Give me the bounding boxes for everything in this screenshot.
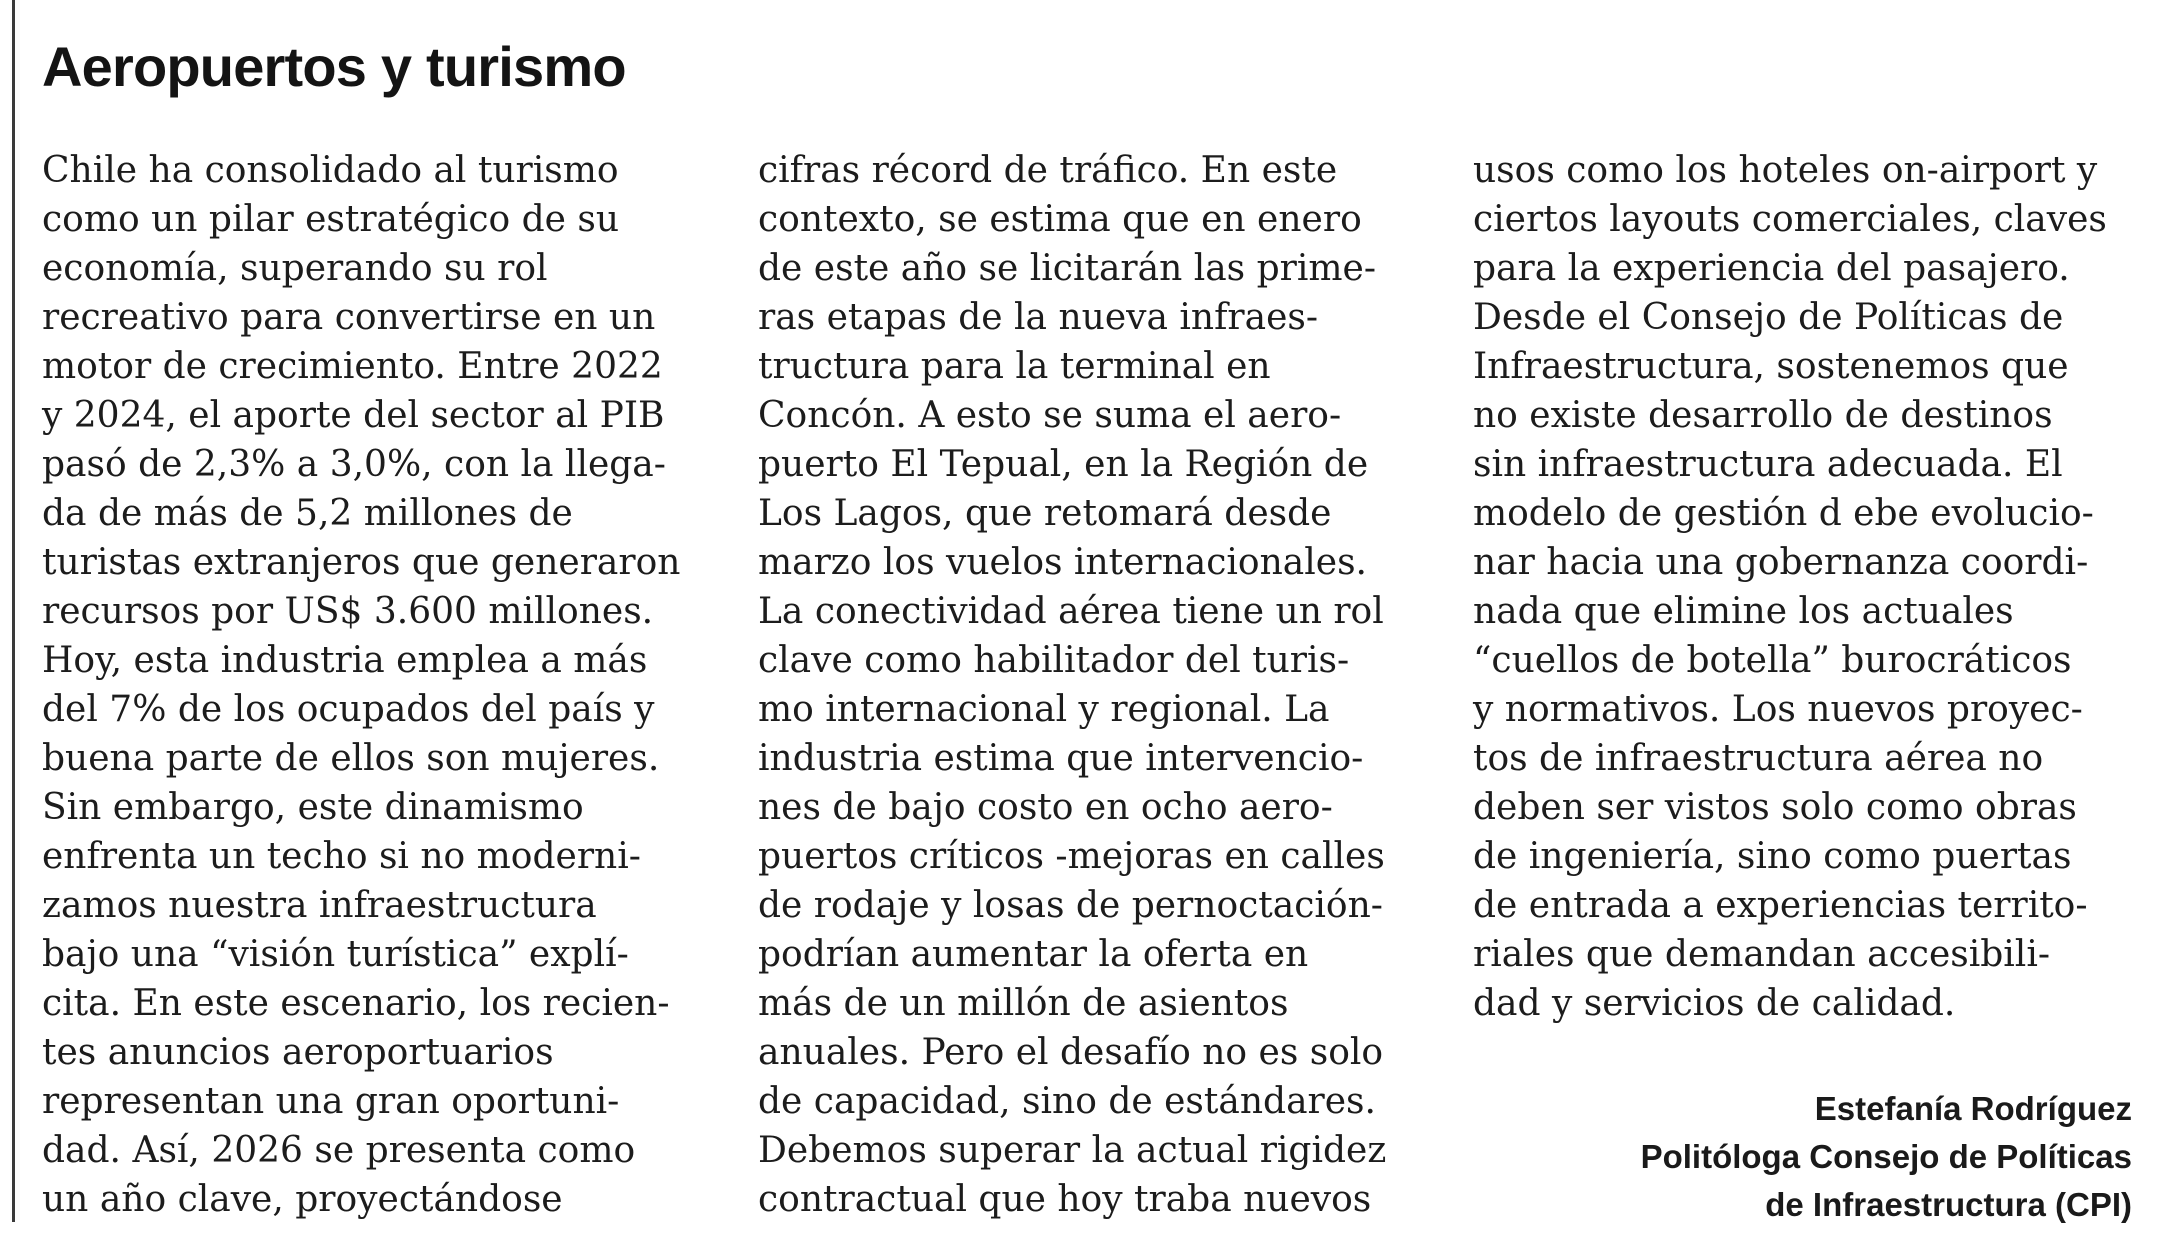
text-line: deben ser vistos solo como obras (1473, 787, 2077, 828)
text-line: un año clave, proyectándose (42, 1179, 563, 1220)
text-line: turistas extranjeros que generaron (42, 542, 681, 583)
text-line: y normativos. Los nuevos proyec- (1473, 689, 2083, 730)
text-column-2 (758, 146, 1386, 1224)
text-line: buena parte de ellos son mujeres. (42, 738, 660, 779)
text-line: clave como habilitador del turis- (758, 640, 1350, 681)
text-line: como un pilar estratégico de su (42, 199, 620, 240)
text-line: “cuellos de botella” burocráticos (1473, 640, 2072, 681)
text-line: de rodaje y losas de pernoctación- (758, 885, 1383, 926)
text-line: representan una gran oportuni- (42, 1081, 620, 1122)
text-line: Hoy, esta industria emplea a más (42, 640, 648, 681)
text-line: puerto El Tepual, en la Región de (758, 444, 1369, 485)
text-line: puertos críticos -mejoras en calles (758, 836, 1385, 877)
text-line: bajo una “visión turística” explí- (42, 934, 629, 975)
text-line: Concón. A esto se suma el aero- (758, 395, 1342, 436)
text-line: tos de infraestructura aérea no (1473, 738, 2044, 779)
text-line: anuales. Pero el desafío no es solo (758, 1032, 1384, 1073)
text-column-3 (1473, 146, 2107, 1028)
text-line: contexto, se estima que en enero (758, 199, 1362, 240)
text-line: ras etapas de la nueva infraes- (758, 297, 1319, 338)
text-line: enfrenta un techo si no moderni- (42, 836, 641, 877)
text-line: riales que demandan accesibili- (1473, 934, 2051, 975)
text-line: cifras récord de tráfico. En este (758, 150, 1338, 191)
text-line: La conectividad aérea tiene un rol (758, 591, 1384, 632)
text-line: de ingeniería, sino como puertas (1473, 836, 2072, 877)
text-line: más de un millón de asientos (758, 983, 1289, 1024)
text-line: Los Lagos, que retomará desde (758, 493, 1332, 534)
column-rule (12, 0, 15, 1222)
text-line: ciertos layouts comerciales, claves (1473, 199, 2107, 240)
text-line: no existe desarrollo de destinos (1473, 395, 2053, 436)
text-line: motor de crecimiento. Entre 2022 (42, 346, 663, 387)
text-line: economía, superando su rol (42, 248, 548, 289)
text-line: del 7% de los ocupados del país y (42, 689, 655, 730)
text-column-1 (42, 146, 680, 1224)
text-line: y 2024, el aporte del sector al PIB (42, 395, 665, 436)
text-line: Desde el Consejo de Políticas de (1473, 297, 2064, 338)
text-line: recursos por US$ 3.600 millones. (42, 591, 654, 632)
text-line: podrían aumentar la oferta en (758, 934, 1309, 975)
text-line: Debemos superar la actual rigidez (758, 1130, 1387, 1171)
text-line: nada que elimine los actuales (1473, 591, 2014, 632)
text-line: industria estima que intervencio- (758, 738, 1364, 779)
text-line: zamos nuestra infraestructura (42, 885, 597, 926)
author-name: Estefanía Rodríguez (1814, 1090, 2132, 1127)
text-line: de entrada a experiencias territo- (1473, 885, 2088, 926)
author-affiliation-line: de Infraestructura (CPI) (1765, 1186, 2132, 1223)
text-line: tes anuncios aeroportuarios (42, 1032, 554, 1073)
text-line: marzo los vuelos internacionales. (758, 542, 1367, 583)
text-line: contractual que hoy traba nuevos (758, 1179, 1372, 1220)
text-line: de este año se licitarán las prime- (758, 248, 1376, 289)
text-line: para la experiencia del pasajero. (1473, 248, 2070, 289)
text-line: tructura para la terminal en (758, 346, 1271, 387)
text-line: sin infraestructura adecuada. El (1473, 444, 2063, 485)
text-line: de capacidad, sino de estándares. (758, 1081, 1376, 1122)
text-line: dad y servicios de calidad. (1473, 983, 1956, 1024)
text-line: modelo de gestión d ebe evolucio- (1473, 493, 2094, 534)
text-line: mo internacional y regional. La (758, 689, 1330, 730)
byline (1641, 1085, 2132, 1229)
text-line: Sin embargo, este dinamismo (42, 787, 584, 828)
text-line: Infraestructura, sostenemos que (1473, 346, 2069, 387)
text-line: usos como los hoteles on-airport y (1473, 150, 2098, 191)
text-line: cita. En este escenario, los recien- (42, 983, 670, 1024)
text-line: nar hacia una gobernanza coordi- (1473, 542, 2089, 583)
text-line: dad. Así, 2026 se presenta como (42, 1130, 636, 1171)
text-line: nes de bajo costo en ocho aero- (758, 787, 1333, 828)
author-affiliation-line: Politóloga Consejo de Políticas (1640, 1138, 2132, 1175)
text-line: pasó de 2,3% a 3,0%, con la llega- (42, 444, 666, 485)
article-title: Aeropuertos y turismo (42, 35, 626, 98)
text-line: recreativo para convertirse en un (42, 297, 656, 338)
text-line: Chile ha consolidado al turismo (42, 150, 619, 191)
text-line: da de más de 5,2 millones de (42, 493, 573, 534)
